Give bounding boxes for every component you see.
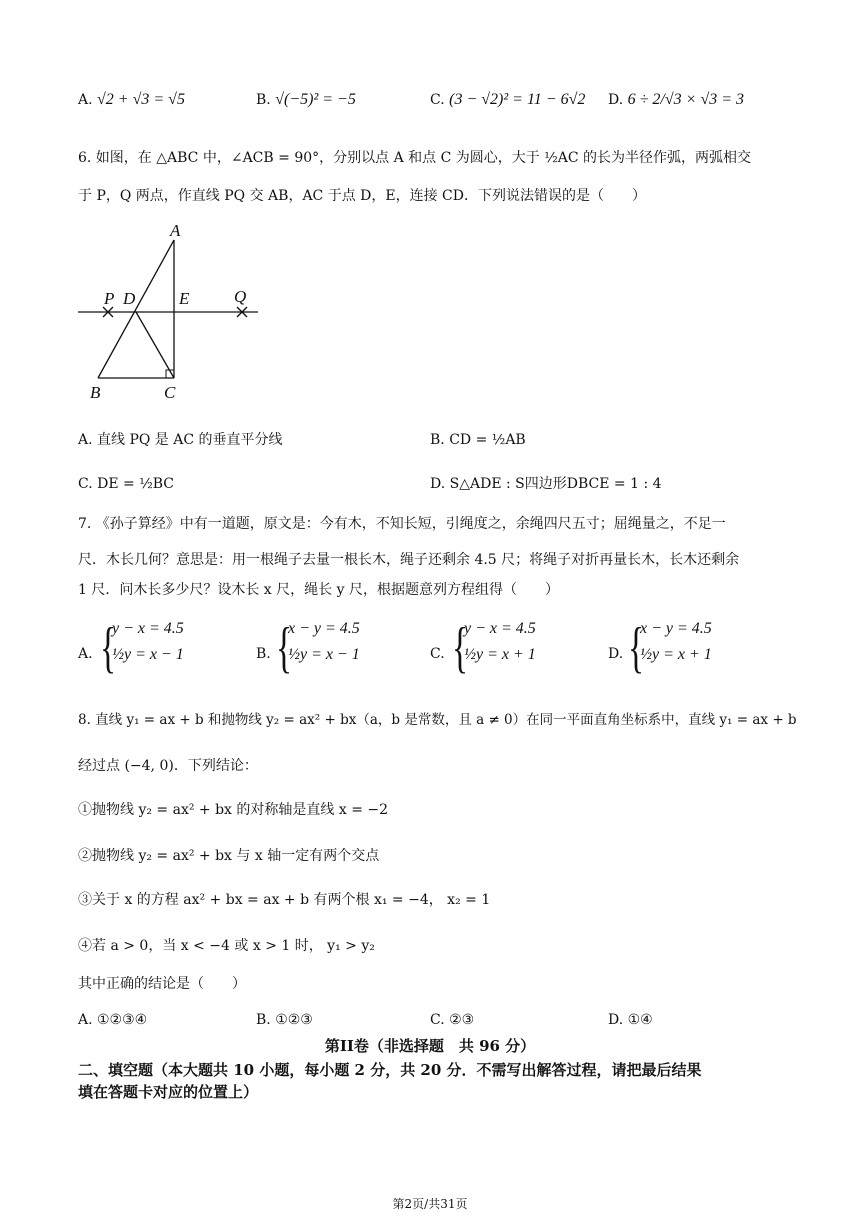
- q5-option-b-text: √(−5)² = −5: [275, 91, 356, 108]
- q7-option-c-label: C.: [430, 646, 445, 662]
- q6-stem-line1: 6. 如图，在 △ABC 中，∠ACB = 90°，分别以点 A 和点 C 为圆心，大于 ½AC 的长为半径作弧，两弧相交: [78, 150, 752, 166]
- q7-option-d-label: D.: [608, 646, 624, 662]
- q7-b-row2: ½y = x − 1: [288, 646, 360, 663]
- q5-option-a: [78, 90, 185, 110]
- q7-c-row1: y − x = 4.5: [464, 620, 536, 637]
- q5-option-d: [608, 90, 744, 110]
- brace-icon: {: [100, 617, 117, 679]
- q8-conclusion-3: ③关于 x 的方程 ax² + bx = ax + b 有两个根 x₁ = −4， x₂ = 1: [78, 892, 491, 908]
- q5-option-b: [256, 90, 356, 110]
- q6-figure: [70, 218, 270, 408]
- q7-option-d-system: [628, 617, 748, 680]
- q8-option-c: C. ②③: [430, 1012, 475, 1028]
- q6-option-c: C. DE = ½BC: [78, 476, 175, 492]
- q7-stem-line3: 1 尺．问木长多少尺？设木长 x 尺，绳长 y 尺，根据题意列方程组得（ ）: [78, 582, 559, 598]
- q7-option-a-label: A.: [78, 646, 93, 662]
- q5-option-c-text: (3 − √2)² = 11 − 6√2: [449, 91, 586, 108]
- q6-option-b: B. CD = ½AB: [430, 432, 526, 448]
- section-heading-line2: 填在答题卡对应的位置上）: [78, 1083, 259, 1101]
- q8-prompt: 其中正确的结论是（ ）: [78, 976, 246, 992]
- q5-option-c: [430, 90, 585, 110]
- page-number: 第2页/共31页: [392, 1197, 468, 1211]
- label-p: P: [104, 289, 115, 308]
- q7-a-row1: y − x = 4.5: [112, 620, 184, 637]
- q5-option-a-text: √2 + √3 = √5: [97, 91, 185, 108]
- q7-d-row1: x − y = 4.5: [640, 620, 712, 637]
- q7-d-row2: ½y = x + 1: [640, 646, 712, 663]
- segment-cd: [136, 312, 174, 378]
- q8-conclusion-2: ②抛物线 y₂ = ax² + bx 与 x 轴一定有两个交点: [78, 848, 380, 864]
- brace-icon: {: [276, 617, 293, 679]
- q8-conclusion-1: ①抛物线 y₂ = ax² + bx 的对称轴是直线 x = −2: [78, 802, 389, 818]
- q7-option-c-system: [452, 617, 572, 680]
- label-e: E: [179, 289, 190, 308]
- q8-conclusion-4: ④若 a > 0，当 x < −4 或 x > 1 时， y₁ > y₂: [78, 938, 375, 954]
- label-b: B: [90, 383, 101, 402]
- q7-stem-line1: 7. 《孙子算经》中有一道题，原文是：今有木，不知长短，引绳度之，余绳四尺五寸；屈绳量之，不足一: [78, 516, 726, 532]
- q7-c-row2: ½y = x + 1: [464, 646, 536, 663]
- q7-b-row1: x − y = 4.5: [288, 620, 360, 637]
- q8-option-d: D. ①④: [608, 1012, 653, 1028]
- section-heading-line1: 二、填空题（本大题共 10 小题，每小题 2 分，共 20 分．不需写出解答过程，请把最后结果: [78, 1061, 702, 1079]
- brace-icon: {: [628, 617, 645, 679]
- label-q: Q: [234, 287, 247, 306]
- q6-stem-line2: 于 P，Q 两点，作直线 PQ 交 AB，AC 于点 D，E，连接 CD．下列说法错误的是（ ）: [78, 188, 646, 204]
- q7-option-b-system: [276, 617, 396, 680]
- q8-stem-line2: 经过点 (−4, 0)．下列结论：: [78, 758, 258, 774]
- q8-stem-line1: 8. 直线 y₁ = ax + b 和抛物线 y₂ = ax² + bx（a，b 是常数，且 a ≠ 0）在同一平面直角坐标系中，直线 y₁ = ax + b: [78, 712, 797, 728]
- q8-option-a: A. ①②③④: [78, 1012, 148, 1028]
- q5-option-c-label: C.: [430, 92, 445, 108]
- q7-option-a-system: [100, 617, 220, 680]
- q6-option-a: A. 直线 PQ 是 AC 的垂直平分线: [78, 432, 283, 448]
- q7-stem-line2: 尺．木长几何？意思是：用一根绳子去量一根长木，绳子还剩余 4.5 尺；将绳子对折再量长木，长木还剩余: [78, 552, 740, 568]
- q5-option-b-label: B.: [256, 92, 271, 108]
- q5-option-d-label: D.: [608, 92, 624, 108]
- label-c: C: [164, 383, 176, 402]
- label-d: D: [123, 289, 136, 308]
- q7-option-b-label: B.: [256, 646, 271, 662]
- section-title: 第II卷（非选择题 共 96 分）: [324, 1037, 536, 1055]
- q7-a-row2: ½y = x − 1: [112, 646, 184, 663]
- q6-option-d: D. S△ADE : S四边形DBCE = 1 : 4: [430, 476, 662, 492]
- q8-option-b: B. ①②③: [256, 1012, 313, 1028]
- q5-option-d-text: 6 ÷ 2/√3 × √3 = 3: [627, 91, 745, 108]
- brace-icon: {: [452, 617, 469, 679]
- label-a: A: [170, 221, 181, 240]
- q5-option-a-label: A.: [78, 92, 93, 108]
